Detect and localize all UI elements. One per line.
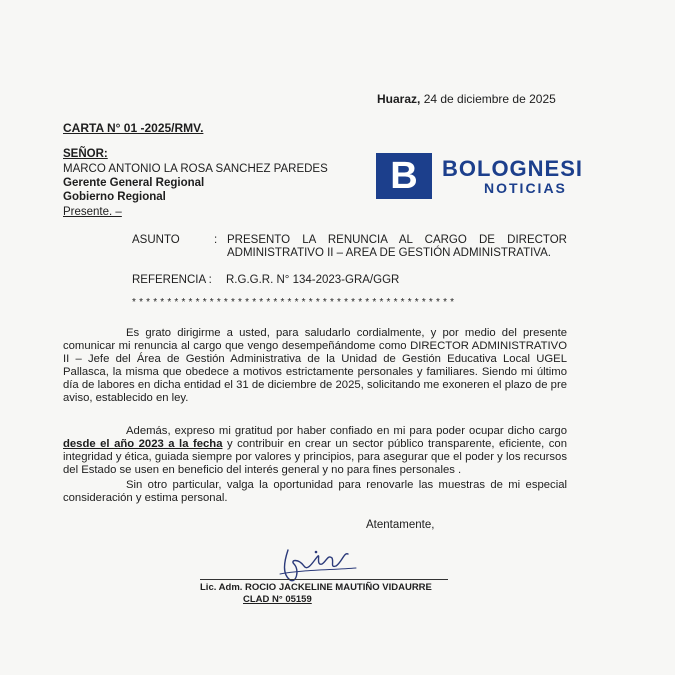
recipient-name: MARCO ANTONIO LA ROSA SANCHEZ PAREDES (63, 163, 328, 175)
letter-reference-number: CARTA N° 01 -2025/RMV. (63, 121, 204, 135)
signer-clad-number: CLAD N° 05159 (243, 594, 312, 605)
signature-line (200, 579, 448, 580)
logo-letter-box: B (376, 153, 432, 199)
paragraph-1-text: Es grato dirigirme a usted, para saludarlo cordialmente, y por medio del presente comunicar mi renuncia al cargo que vengo desempeñándome como DIRECTOR ADMINISTRATIVO II – Jefe del Área de Gestión Administrativa de la Unidad de Gestión Educativa Local UGEL Pallasca, la misma que obedece a motivos estrictamente personales y familiares. Siendo mi último día de labores en dicha entidad el 31 de diciembre de 2025, solicitando me exoneren el plazo de pre aviso, establecido en ley. (63, 327, 567, 404)
asunto-line-2: ADMINISTRATIVO II – AREA DE GESTIÓN ADMINISTRATIVA. (227, 247, 551, 259)
logo-subtitle: NOTICIAS (484, 180, 567, 196)
referencia-label: REFERENCIA : (132, 274, 212, 286)
body-paragraph-3 (63, 479, 567, 505)
paragraph-2-end: y contribuir en crear un sector público transparente, eficiente, con integridad y ética, guiada siempre por valores y principios, para asegurar que el poder y los recursos del Estado se usen en beneficio del interés general y no para fines personales . (63, 437, 567, 476)
paragraph-3-text: Sin otro particular, valga la oportunidad para renovarle las muestras de mi especial consideración y estima personal. (63, 479, 567, 504)
recipient-salutation: SEÑOR: (63, 148, 108, 160)
paragraph-2-emphasis: desde el año 2023 a la fecha (63, 437, 223, 450)
paragraph-2-start: Además, expreso mi gratitud por haber confiado en mi para poder ocupar dicho cargo (126, 425, 567, 437)
recipient-institution: Gobierno Regional (63, 191, 166, 203)
asunto-colon: : (214, 234, 218, 246)
referencia-value: R.G.G.R. N° 134-2023-GRA/GGR (226, 274, 400, 286)
place: Huaraz, (377, 92, 421, 106)
bolognesi-noticias-logo (376, 153, 632, 201)
asunto-label: ASUNTO (132, 234, 180, 246)
signer-name: Lic. Adm. ROCIO JACKELINE MAUTIÑO VIDAURRE (200, 582, 432, 593)
place-date (377, 92, 556, 106)
logo-name: BOLOGNESI (442, 156, 584, 181)
body-paragraph-1 (63, 327, 567, 404)
recipient-position: Gerente General Regional (63, 177, 205, 189)
separator-stars: * * * * * * * * * * * * * * * * * * * * * * * * * * * * * * * * * * * * * * * * * * * * * * (132, 297, 455, 308)
presente-line: Presente. – (63, 206, 122, 218)
date: 24 de diciembre de 2025 (420, 92, 556, 106)
body-paragraph-2 (63, 425, 567, 477)
closing-line: Atentamente, (366, 519, 435, 531)
asunto-line-1: PRESENTO LA RENUNCIA AL CARGO DE DIRECTOR (227, 234, 567, 246)
